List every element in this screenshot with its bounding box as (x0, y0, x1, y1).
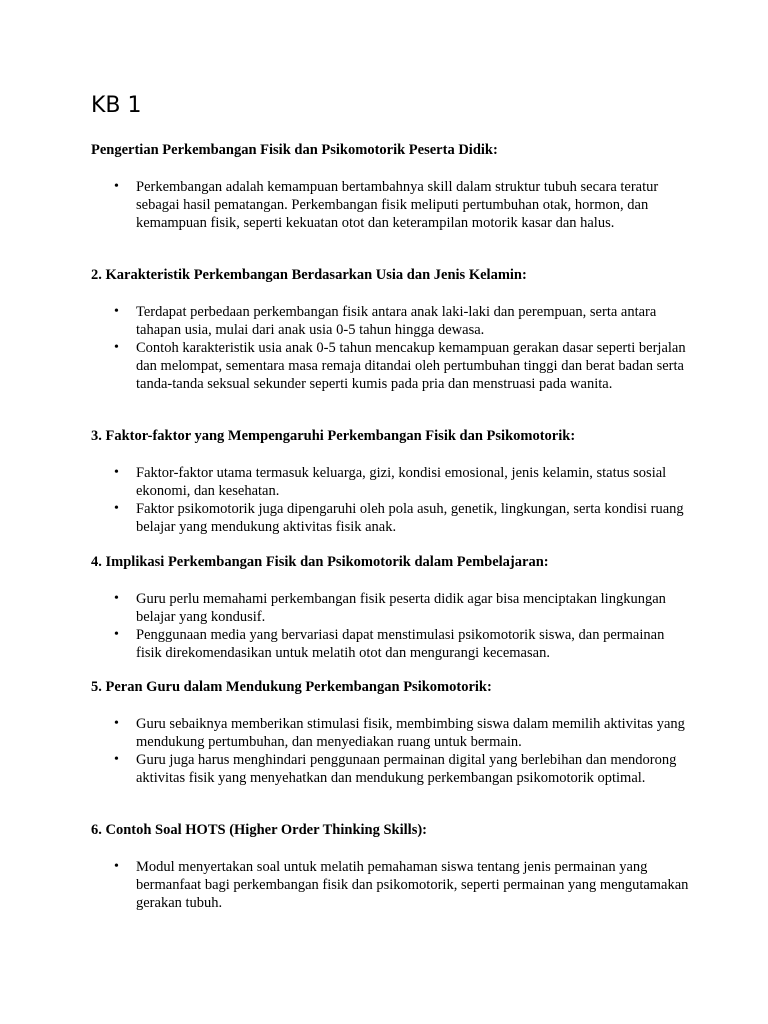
list-item (91, 858, 691, 912)
list-item (91, 590, 691, 626)
bullet-icon: • (114, 627, 119, 642)
bullet-icon: • (114, 304, 119, 319)
list-item-text: Modul menyertakan soal untuk melatih pemahaman siswa tentang jenis permainan yang bermanfaat bagi perkembangan fisik dan psikomotorik, seperti permainan yang mengutamakan gerakan tubuh. (136, 859, 689, 911)
bullet-icon: • (114, 859, 119, 874)
section-heading: 3. Faktor-faktor yang Mempengaruhi Perkembangan Fisik dan Psikomotorik: (91, 428, 576, 444)
list-item-text: Perkembangan adalah kemampuan bertambahnya skill dalam struktur tubuh secara teratur sebagai hasil pematangan. Perkembangan fisik meliputi pertumbuhan otak, hormon, dan kemampuan fisik, seperti kekuatan otot dan keterampilan motorik kasar dan halus. (136, 179, 659, 231)
section-heading: 6. Contoh Soal HOTS (Higher Order Thinking Skills): (91, 822, 427, 838)
bullet-icon: • (114, 591, 119, 606)
bullet-icon: • (114, 340, 119, 355)
section-heading: 2. Karakteristik Perkembangan Berdasarkan Usia dan Jenis Kelamin: (91, 267, 527, 283)
section-heading: Pengertian Perkembangan Fisik dan Psikomotorik Peserta Didik: (91, 142, 498, 158)
list-item-text: Guru juga harus menghindari penggunaan permainan digital yang berlebihan dan mendorong aktivitas fisik yang menyehatkan dan mendukung perkembangan psikomotorik optimal. (136, 752, 677, 786)
bullet-icon: • (114, 716, 119, 731)
document-title: KB 1 (91, 93, 142, 118)
bullet-list (91, 178, 691, 232)
list-item (91, 339, 691, 393)
bullet-list (91, 715, 691, 787)
list-item-text: Faktor psikomotorik juga dipengaruhi oleh pola asuh, genetik, lingkungan, serta kondisi ruang belajar yang mendukung aktivitas fisik anak. (136, 501, 684, 535)
bullet-list (91, 858, 691, 912)
section-faktor (91, 427, 691, 535)
section-heading: 5. Peran Guru dalam Mendukung Perkembangan Psikomotorik: (91, 679, 492, 695)
list-item-text: Faktor-faktor utama termasuk keluarga, gizi, kondisi emosional, jenis kelamin, status sosial ekonomi, dan kesehatan. (136, 465, 667, 499)
section-contoh-soal (91, 821, 691, 911)
list-item-text: Terdapat perbedaan perkembangan fisik antara anak laki-laki dan perempuan, serta antara tahapan usia, mulai dari anak usia 0-5 tahun hingga dewasa. (136, 304, 657, 338)
list-item (91, 715, 691, 751)
bullet-icon: • (114, 752, 119, 767)
section-implikasi (91, 553, 691, 661)
bullet-list (91, 303, 691, 393)
list-item (91, 303, 691, 339)
section-heading: 4. Implikasi Perkembangan Fisik dan Psikomotorik dalam Pembelajaran: (91, 554, 549, 570)
list-item (91, 464, 691, 500)
bullet-list (91, 590, 691, 662)
bullet-icon: • (114, 179, 119, 194)
list-item-text: Guru perlu memahami perkembangan fisik peserta didik agar bisa menciptakan lingkungan belajar yang kondusif. (136, 591, 666, 625)
list-item-text: Penggunaan media yang bervariasi dapat menstimulasi psikomotorik siswa, dan permainan fisik direkomendasikan untuk melatih otot dan mengurangi kecemasan. (136, 627, 665, 661)
list-item (91, 751, 691, 787)
list-item (91, 500, 691, 536)
list-item (91, 178, 691, 232)
list-item-text: Guru sebaiknya memberikan stimulasi fisik, membimbing siswa dalam memilih aktivitas yang mendukung pertumbuhan, dan menyediakan ruang untuk bermain. (136, 716, 685, 750)
section-peran-guru (91, 678, 691, 786)
bullet-icon: • (114, 501, 119, 516)
bullet-list (91, 464, 691, 536)
section-karakteristik (91, 266, 691, 392)
section-pengertian (91, 141, 691, 231)
list-item-text: Contoh karakteristik usia anak 0-5 tahun mencakup kemampuan gerakan dasar seperti berjalan dan melompat, sementara masa remaja ditandai oleh pertumbuhan tinggi dan berat badan serta tanda-tanda seksual sekunder seperti kumis pada pria dan menstruasi pada wanita. (136, 340, 686, 392)
bullet-icon: • (114, 465, 119, 480)
list-item (91, 626, 691, 662)
